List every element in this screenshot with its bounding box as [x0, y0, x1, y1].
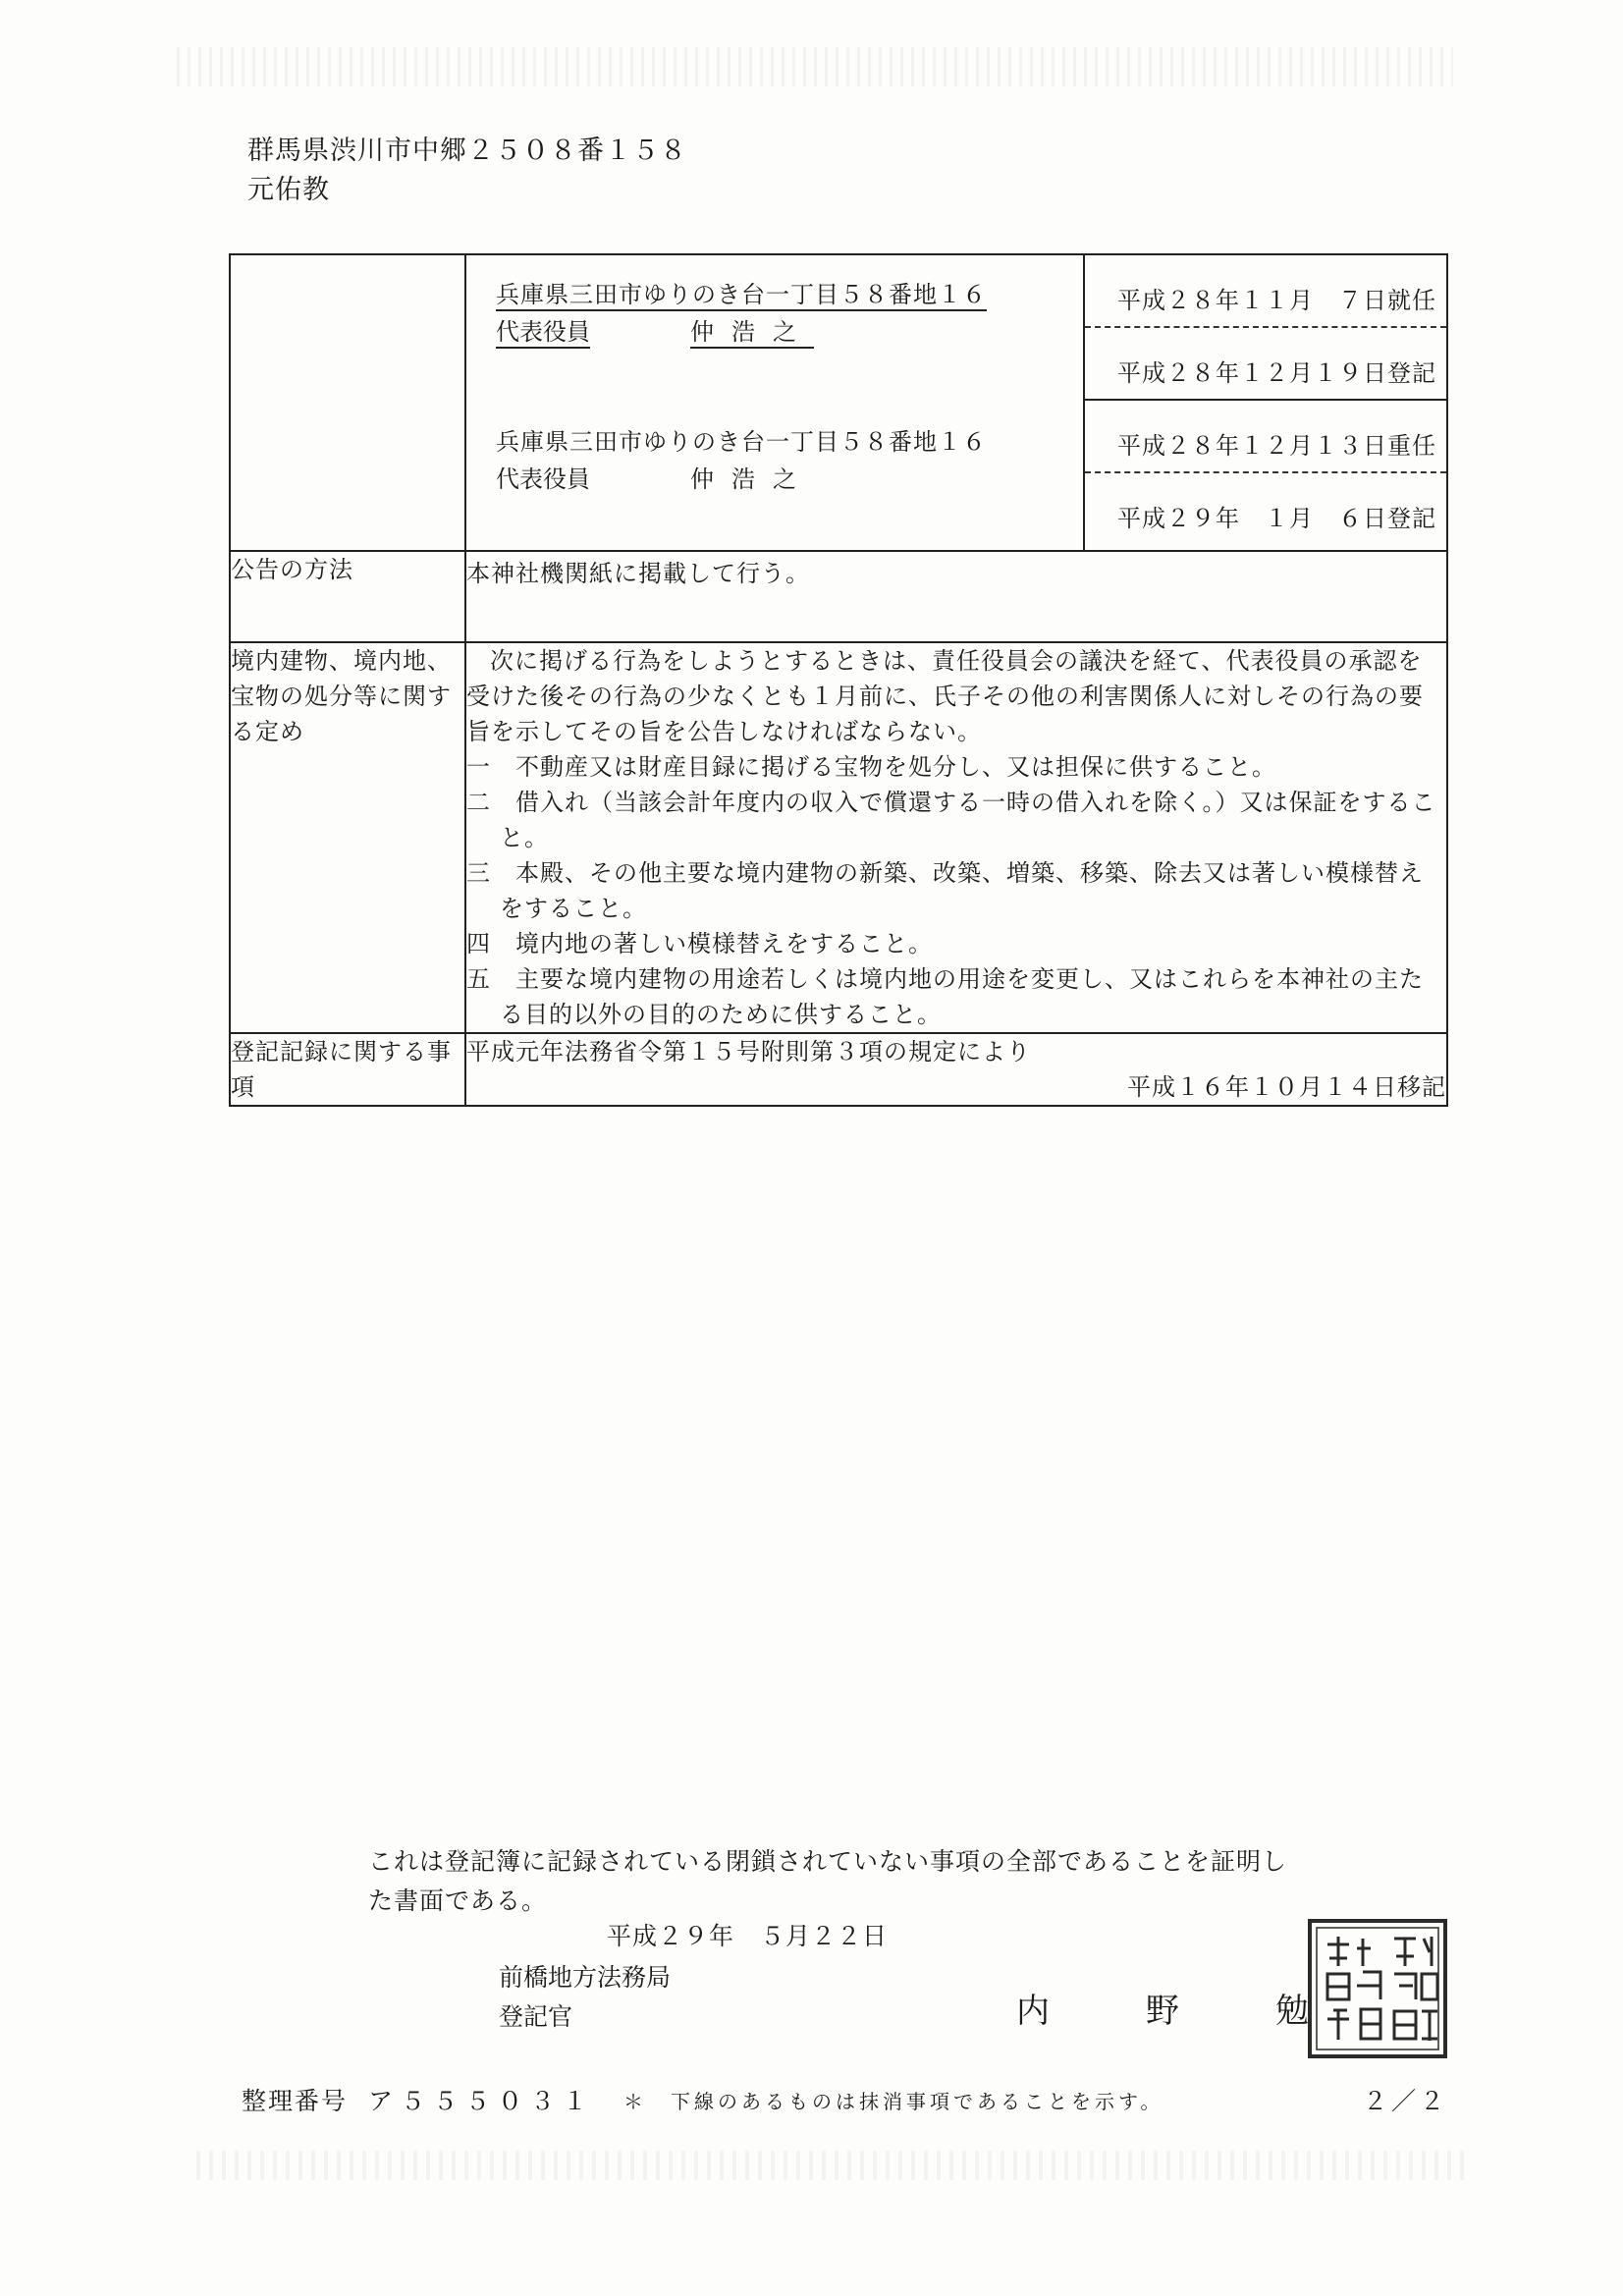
representative-address: 兵庫県三田市ゆりのき台一丁目５８番地１６ — [496, 275, 987, 311]
representative-role: 代表役員 — [496, 465, 590, 493]
property-disposal-item: 四 境内地の著しい模様替えをすること。 — [466, 930, 933, 957]
scan-noise-bottom — [196, 2151, 1473, 2180]
document-header — [247, 132, 687, 210]
representatives-date-cell — [1084, 254, 1447, 551]
public-notice-text — [465, 551, 1447, 642]
property-disposal-row — [230, 642, 1447, 1033]
public-notice-row — [230, 551, 1447, 642]
public-notice-label: 公告の方法 — [230, 551, 465, 642]
property-disposal-item: 五 主要な境内建物の用途若しくは境内地の用途を変更し、又はこれらを本神社の主たる目的以外の目的のために供すること。 — [466, 965, 1424, 1028]
certification-text: これは登記簿に記録されている閉鎖されていない事項の全部であることを証明した書面である。 — [368, 1847, 1288, 1915]
registration-table — [229, 253, 1448, 1107]
registration-record-label: 登記記録に関する事項 — [230, 1033, 465, 1106]
reference-label: 整理番号 — [242, 2087, 349, 2115]
certification-office-block — [499, 1958, 671, 2037]
property-disposal-content — [465, 642, 1447, 1033]
property-disposal-item: 三 本殿、その他主要な境内建物の新築、改築、増築、移築、除去又は著しい模様替えをすること。 — [466, 859, 1424, 922]
representative-entry — [466, 255, 1083, 403]
registration-record-content — [465, 1033, 1447, 1106]
reference-number: ア５５５０３１ — [368, 2087, 596, 2115]
date-registered: 平成２９年 １月 ６日登記 — [1117, 505, 1436, 532]
date-entry — [1085, 473, 1446, 544]
property-disposal-item: 二 借入れ（当該会計年度内の収入で償還する一時の借入れを除く。）又は保証をすること。 — [466, 789, 1436, 851]
date-action: 平成２８年１１月 ７日就任 — [1117, 287, 1436, 314]
representatives-label-cell — [230, 254, 465, 551]
property-disposal-label: 境内建物、境内地、宝物の処分等に関する定め — [230, 642, 465, 1033]
official-seal-icon — [1306, 1917, 1449, 2060]
underline-note: ＊ 下線のあるものは抹消事項であることを示す。 — [623, 2090, 1164, 2113]
date-entry — [1085, 328, 1446, 401]
registration-record-row — [230, 1033, 1447, 1106]
property-disposal-item: 一 不動産又は財産目録に掲げる宝物を処分し、又は担保に供すること。 — [466, 753, 1276, 781]
public-notice-value: 本神社機関紙に掲載して行う。 — [466, 560, 810, 587]
representative-entry — [466, 403, 1083, 550]
header-name: 元佑教 — [247, 175, 330, 205]
representative-role: 代表役員 — [496, 312, 590, 349]
certification-office: 前橋地方法務局 — [499, 1963, 672, 1992]
representatives-row — [230, 254, 1447, 551]
representative-address: 兵庫県三田市ゆりのき台一丁目５８番地１６ — [496, 428, 987, 456]
certification-date: 平成２９年 ５月２２日 — [607, 1922, 889, 1950]
date-action: 平成２８年１２月１３日重任 — [1117, 432, 1436, 460]
date-registered: 平成２８年１２月１９日登記 — [1117, 359, 1436, 387]
scan-noise-top — [177, 47, 1453, 86]
representative-name: 仲浩之 — [690, 312, 814, 349]
date-entry — [1085, 255, 1446, 328]
date-entry — [1085, 401, 1446, 473]
page-number: ２／２ — [1363, 2087, 1449, 2115]
registration-record-text: 平成元年法務省令第１５号附則第３項の規定により — [466, 1038, 1031, 1066]
header-address: 群馬県渋川市中郷２５０８番１５８ — [247, 136, 687, 166]
registration-record-date: 平成１６年１０月１４日移記 — [1127, 1073, 1446, 1101]
representative-name: 仲浩之 — [690, 465, 814, 493]
certification-officer-name: 内野勉 — [1016, 1992, 1405, 2031]
certification-officer-title: 登記官 — [499, 2002, 573, 2031]
property-disposal-intro: 次に掲げる行為をしようとするときは、責任役員会の議決を経て、代表役員の承認を受けた後その行為の少なくとも１月前に、氏子その他の利害関係人に対しその行為の要旨を示してその旨を公告しなければならない。 — [466, 647, 1424, 745]
representatives-content-cell — [465, 254, 1084, 551]
